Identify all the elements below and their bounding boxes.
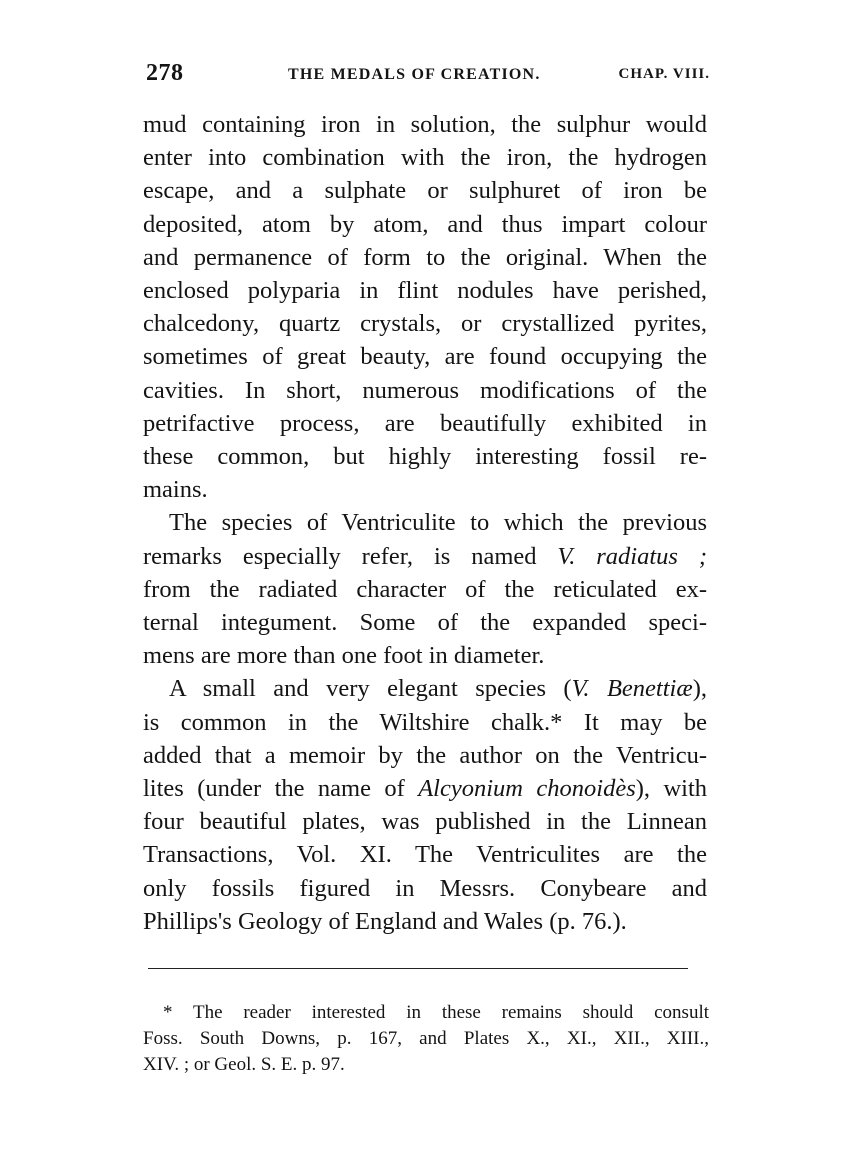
text-line: Phillips's Geology of England and Wales (p. 76.). [143,907,627,935]
text-run: A small and very elegant species ( [169,675,572,703]
footnote-divider [148,968,688,969]
text-line: cavities. In short, numerous modifications of the [143,376,707,404]
text-run: ), [692,675,707,703]
text-line: only fossils figured in Messrs. Conybeare and [143,874,707,902]
page-number: 278 [146,60,184,86]
chapter-label: CHAP. VIII. [618,66,710,82]
page-header [140,60,710,90]
paragraph-1 [143,108,707,506]
text-line [143,772,707,805]
text-line: is common in the Wiltshire chalk.* It may be [143,708,707,736]
text-line: and permanence of form to the original. When the [143,243,707,271]
text-run: lites (under the name of [143,775,419,803]
body-text [143,108,707,938]
footnote [143,1000,709,1078]
text-line [143,540,707,573]
text-line: four beautiful plates, was published in the Linnean [143,808,707,836]
species-name: V. Benettiæ [571,675,693,703]
species-name: V. radiatus ; [557,542,707,570]
text-line: sometimes of great beauty, are found occupying the [143,343,707,371]
footnote-line: XIV. ; or Geol. S. E. p. 97. [143,1054,345,1075]
text-line: ternal integument. Some of the expanded speci- [143,609,707,637]
text-line: from the radiated character of the reticulated ex- [143,575,707,603]
text-run: ), with [635,775,707,803]
text-line: chalcedony, quartz crystals, or crystallized pyrites, [143,310,707,338]
text-line: escape, and a sulphate or sulphuret of iron be [143,177,707,205]
text-line: petrifactive process, are beautifully exhibited in [143,409,707,437]
text-run: remarks especially refer, is named [143,542,558,570]
text-line: added that a memoir by the author on the Ventricu- [143,741,707,769]
text-line: mains. [143,476,208,504]
footnote-line: * The reader interested in these remains should consult [163,1002,709,1023]
text-line: enter into combination with the iron, the hydrogen [143,144,707,172]
paragraph-3 [143,672,707,938]
text-line: Transactions, Vol. XI. The Ventriculites are the [143,841,707,869]
text-line: mud containing iron in solution, the sulphur would [143,111,707,138]
text-line: The species of Ventriculite to which the previous [169,509,707,537]
footnote-line: Foss. South Downs, p. 167, and Plates X., XI., XII., XIII., [143,1028,709,1049]
species-name: Alcyonium chonoidès [418,775,636,803]
text-line [143,672,707,705]
text-line: mens are more than one foot in diameter. [143,642,545,670]
text-line: these common, but highly interesting fossil re- [143,443,707,471]
paragraph-2 [143,506,707,672]
text-line: enclosed polyparia in flint nodules have perished, [143,277,707,305]
running-title: THE MEDALS OF CREATION. [288,66,541,83]
text-line: deposited, atom by atom, and thus impart colour [143,210,707,238]
